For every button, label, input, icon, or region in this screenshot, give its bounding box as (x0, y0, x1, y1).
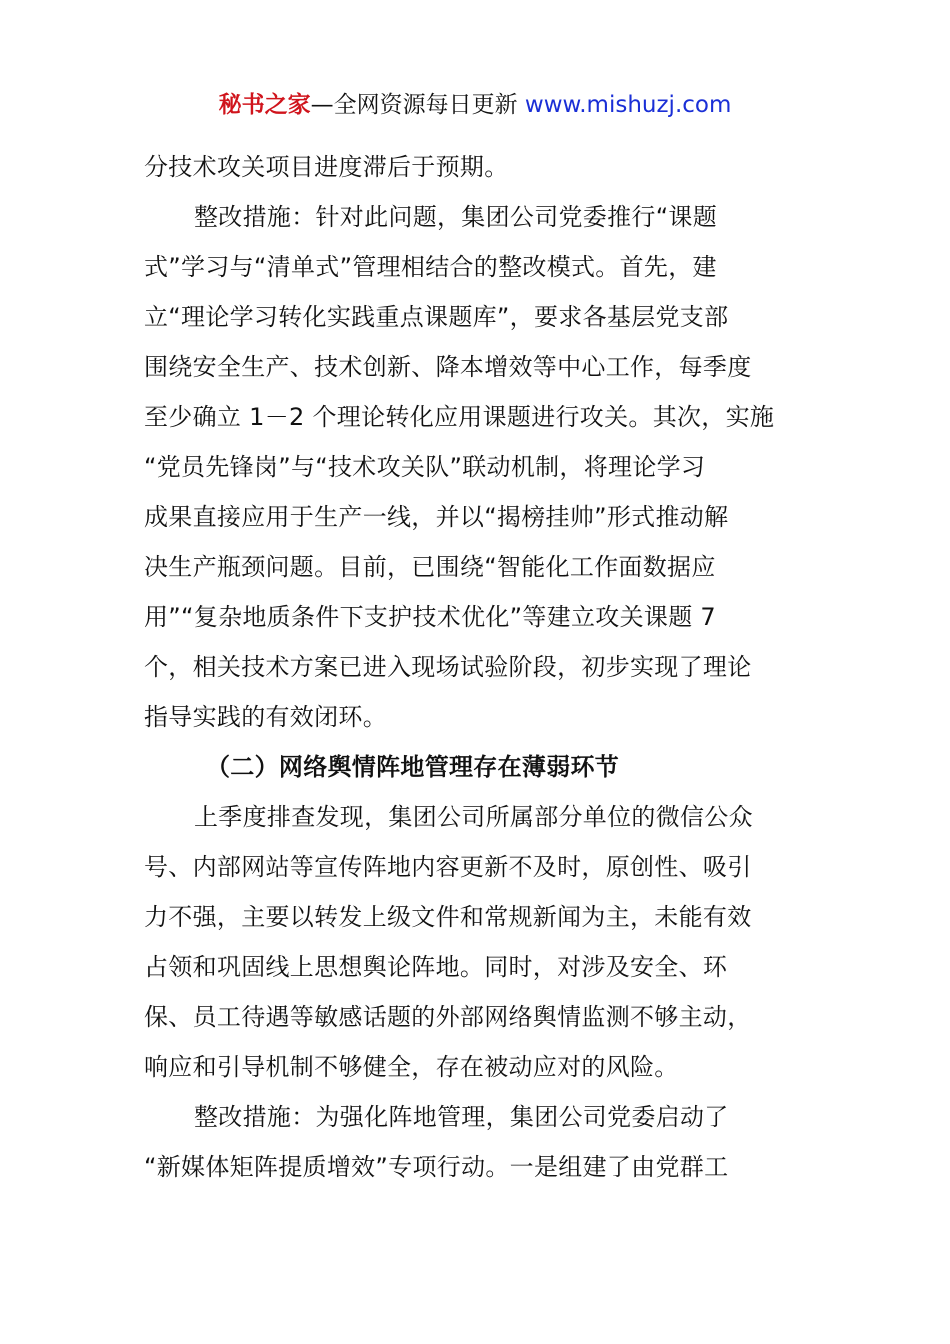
paragraph-start: 整改措施：为强化阵地管理，集团公司党委启动了 (194, 1103, 729, 1131)
text-line: “新媒体矩阵提质增效”专项行动。一是组建了由党群工 (144, 1153, 729, 1181)
paragraph-start: 整改措施：针对此问题，集团公司党委推行“课题 (194, 203, 718, 231)
text-line: 围绕安全生产、技术创新、降本增效等中心工作，每季度 (144, 353, 752, 381)
text-line: 用”“复杂地质条件下支护技术优化”等建立攻关课题 7 (144, 603, 716, 631)
text-line: 保、员工待遇等敏感话题的外部网络舆情监测不够主动， (144, 1003, 752, 1031)
text-line: 式”学习与“清单式”管理相结合的整改模式。首先，建 (144, 253, 717, 281)
header-tagline: —全网资源每日更新 (310, 92, 518, 118)
text-line: 分技术攻关项目进度滞后于预期。 (144, 153, 509, 181)
text-line: 成果直接应用于生产一线，并以“揭榜挂帅”形式推动解 (144, 503, 729, 531)
text-line: 指导实践的有效闭环。 (144, 703, 387, 731)
text-line: 决生产瓶颈问题。目前，已围绕“智能化工作面数据应 (144, 553, 716, 581)
text-line: “党员先锋岗”与“技术攻关队”联动机制，将理论学习 (144, 453, 706, 481)
text-line: 力不强，主要以转发上级文件和常规新闻为主，未能有效 (144, 903, 752, 931)
site-url-link[interactable]: www.mishuzj.com (524, 92, 732, 118)
text-line: 响应和引导机制不够健全，存在被动应对的风险。 (144, 1053, 679, 1081)
paragraph-start: 上季度排查发现，集团公司所属部分单位的微信公众 (194, 803, 753, 831)
text-line: 至少确立 1－2 个理论转化应用课题进行攻关。其次，实施 (144, 403, 775, 431)
document-body (144, 142, 806, 1192)
brand-name: 秘书之家 (218, 92, 311, 118)
text-line: 个，相关技术方案已进入现场试验阶段，初步实现了理论 (144, 653, 752, 681)
text-line: 号、内部网站等宣传阵地内容更新不及时，原创性、吸引 (144, 853, 752, 881)
section-heading: （二）网络舆情阵地管理存在薄弱环节 (206, 753, 620, 781)
text-line: 占领和巩固线上思想舆论阵地。同时，对涉及安全、环 (144, 953, 728, 981)
text-line: 立“理论学习转化实践重点课题库”，要求各基层党支部 (144, 303, 729, 331)
page-header (0, 88, 950, 122)
